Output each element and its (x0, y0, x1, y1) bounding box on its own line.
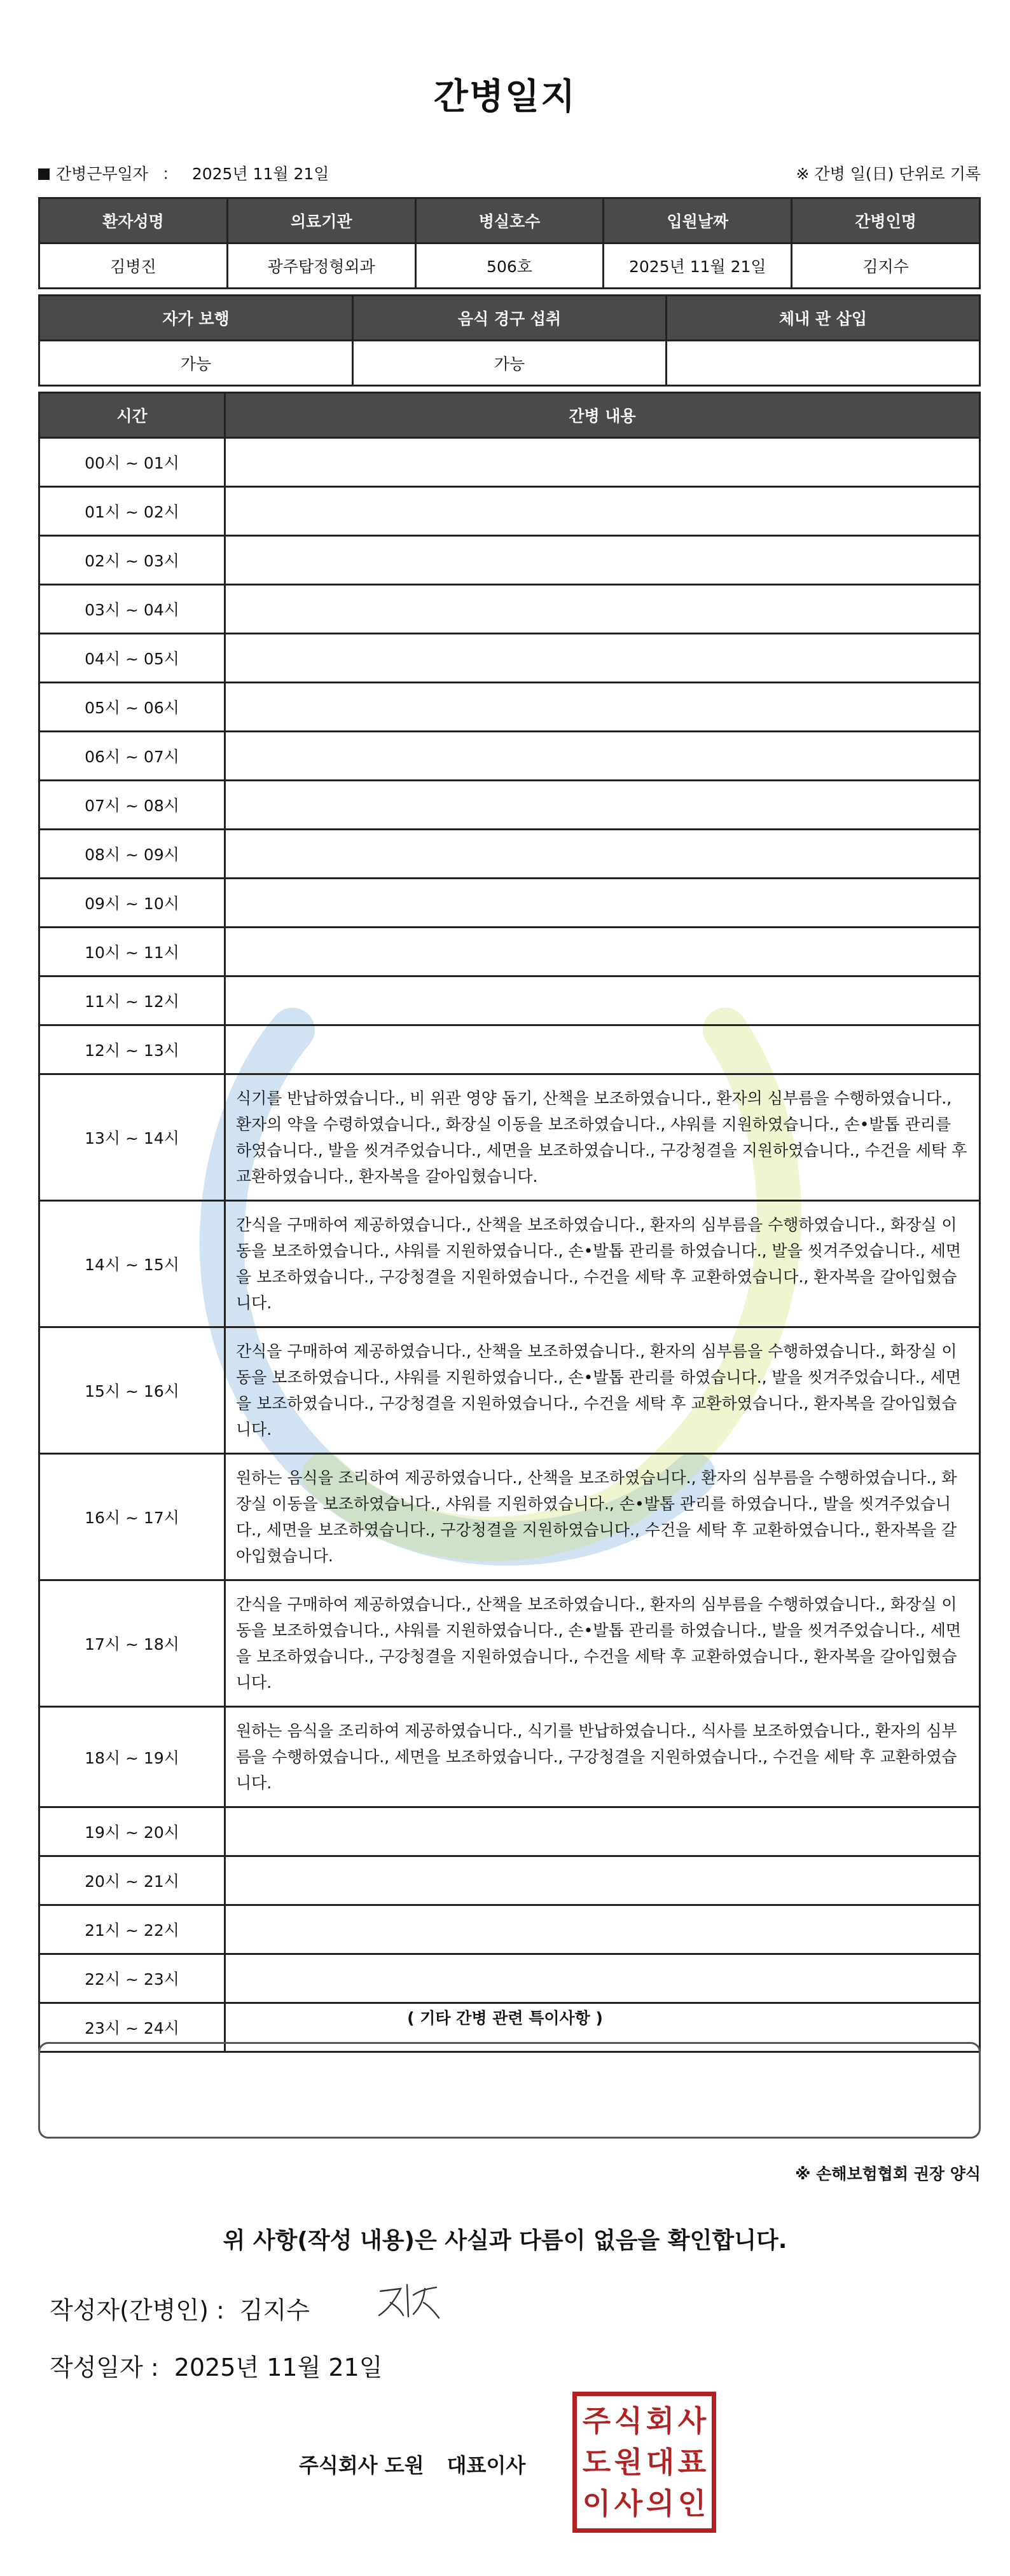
care-log-row (39, 683, 980, 732)
care-log-row (39, 438, 980, 487)
seal-character: 원 (614, 2444, 643, 2479)
care-log-time: 05시 ~ 06시 (39, 683, 225, 732)
care-log-time: 18시 ~ 19시 (39, 1707, 225, 1807)
care-log-row (39, 634, 980, 683)
writer-line (50, 2291, 310, 2326)
care-log-time: 07시 ~ 08시 (39, 781, 225, 830)
care-log-time: 02시 ~ 03시 (39, 536, 225, 585)
care-log-time: 00시 ~ 01시 (39, 438, 225, 487)
care-log-note (225, 1954, 980, 2003)
seal-character: 사 (614, 2486, 643, 2521)
care-log-row (39, 1580, 980, 1707)
hospital-name: 광주탑정형외과 (227, 243, 415, 289)
care-log-row (39, 928, 980, 976)
care-log-note (225, 1807, 980, 1856)
care-log-note (225, 830, 980, 879)
form-note: ※ 손해보험협회 권장 양식 (795, 2165, 981, 2183)
written-date-value: 2025년 11월 21일 (174, 2353, 383, 2381)
care-log-rows (39, 438, 980, 2052)
care-log-row (39, 585, 980, 634)
seal-character: 도 (582, 2444, 611, 2479)
care-log-note (225, 781, 980, 830)
care-log-note (225, 536, 980, 585)
care-log-row (39, 1856, 980, 1905)
care-log-note: 원하는 음식을 조리하여 제공하였습니다., 산책을 보조하였습니다., 환자의 심부름을 수행하였습니다., 화장실 이동을 보조하였습니다., 샤워를 지원하였습니다., 손•발톱 관리를 하였습니다., 발을 씻겨주었습니다., 세면을 보조하였습니다., 구강청결을 지원하였습니다., 수건을 세탁 후 교환하였습니다., 환자복을 갈아입혔습니다. (225, 1454, 980, 1580)
caregiver-name: 김지수 (792, 243, 980, 289)
care-log-time: 14시 ~ 15시 (39, 1201, 225, 1327)
company-seal-stamp (572, 2392, 716, 2533)
square-bullet-icon (38, 168, 50, 180)
care-log-note: 간식을 구매하여 제공하였습니다., 산책을 보조하였습니다., 환자의 심부름을 수행하였습니다., 화장실 이동을 보조하였습니다., 샤워를 지원하였습니다., 손•발톱 관리를 하였습니다., 발을 씻겨주었습니다., 세면을 보조하였습니다., 구강청결을 지원하였습니다., 수건을 세탁 후 교환하였습니다., 환자복을 갈아입혔습니다. (225, 1327, 980, 1454)
special-notes-title: ( 기타 간병 관련 특이사항 ) (407, 2009, 603, 2027)
care-log-time: 08시 ~ 09시 (39, 830, 225, 879)
record-unit-note: ※ 간병 일(日) 단위로 기록 (796, 165, 981, 183)
care-log-time: 09시 ~ 10시 (39, 879, 225, 928)
care-log-time: 21시 ~ 22시 (39, 1905, 225, 1954)
care-log-note (225, 879, 980, 928)
care-log-note (225, 1025, 980, 1074)
care-log-time: 12시 ~ 13시 (39, 1025, 225, 1074)
care-log-row (39, 1954, 980, 2003)
header-time: 시간 (39, 393, 225, 438)
care-log-row (39, 1201, 980, 1327)
care-log-row (39, 781, 980, 830)
care-log-time: 17시 ~ 18시 (39, 1580, 225, 1707)
care-log-time: 11시 ~ 12시 (39, 976, 225, 1025)
care-log-time: 13시 ~ 14시 (39, 1074, 225, 1201)
admission-date: 2025년 11월 21일 (604, 243, 792, 289)
work-date-value: 2025년 11월 21일 (191, 165, 329, 183)
care-log-note (225, 585, 980, 634)
care-log-row (39, 1327, 980, 1454)
written-date-label: 작성일자 : (50, 2353, 159, 2381)
written-date-line (50, 2348, 382, 2383)
seal-character: 인 (677, 2486, 707, 2521)
room-number: 506호 (415, 243, 604, 289)
care-log-row (39, 1025, 980, 1074)
header-tube: 체내 관 삽입 (667, 296, 980, 341)
signature (375, 2277, 445, 2328)
work-date (38, 161, 329, 184)
seal-character: 식 (614, 2403, 643, 2438)
company-line (299, 2449, 525, 2479)
care-log-row (39, 879, 980, 928)
care-log-row (39, 976, 980, 1025)
header-oral-intake: 음식 경구 섭취 (353, 296, 667, 341)
company-name: 주식회사 도원 (299, 2453, 424, 2477)
care-log-row (39, 536, 980, 585)
meta-row (38, 161, 981, 184)
care-log-note: 간식을 구매하여 제공하였습니다., 산책을 보조하였습니다., 환자의 심부름을 수행하였습니다., 화장실 이동을 보조하였습니다., 샤워를 지원하였습니다., 손•발톱 관리를 하였습니다., 발을 씻겨주었습니다., 세면을 보조하였습니다., 구강청결을 지원하였습니다., 수건을 세탁 후 교환하였습니다., 환자복을 갈아입혔습니다. (225, 1580, 980, 1707)
care-log-time: 10시 ~ 11시 (39, 928, 225, 976)
work-date-label: 간병근무일자 (56, 165, 148, 183)
patient-name: 김병진 (39, 243, 228, 289)
header-room: 병실호수 (415, 198, 604, 243)
care-log-note (225, 683, 980, 732)
care-log-time: 19시 ~ 20시 (39, 1807, 225, 1856)
care-log-note (225, 928, 980, 976)
care-log-note (225, 1856, 980, 1905)
work-date-separator: ： (162, 165, 178, 183)
care-log-time: 01시 ~ 02시 (39, 487, 225, 536)
care-log-row (39, 487, 980, 536)
seal-character: 회 (646, 2403, 675, 2438)
tube-status (667, 341, 980, 386)
care-log-note (225, 1905, 980, 1954)
seal-character: 이 (582, 2486, 611, 2521)
care-log-row (39, 1807, 980, 1856)
care-log-row (39, 1905, 980, 1954)
confirmation-statement: 위 사항(작성 내용)은 사실과 다름이 없음을 확인합니다. (223, 2228, 787, 2254)
care-log-note: 원하는 음식을 조리하여 제공하였습니다., 식기를 반납하였습니다., 식사를 보조하였습니다., 환자의 심부름을 수행하였습니다., 세면을 보조하였습니다., 구강청결을 지원하였습니다., 수건을 세탁 후 교환하였습니다. (225, 1707, 980, 1807)
care-log-note (225, 487, 980, 536)
care-log-note (225, 438, 980, 487)
care-log-row (39, 830, 980, 879)
care-log-time: 04시 ~ 05시 (39, 634, 225, 683)
seal-character: 의 (646, 2486, 675, 2521)
care-log-time: 16시 ~ 17시 (39, 1454, 225, 1580)
header-care-content: 간병 내용 (225, 393, 980, 438)
header-caregiver: 간병인명 (792, 198, 980, 243)
care-log-time: 23시 ~ 24시 (39, 2003, 225, 2052)
header-patient-name: 환자성명 (39, 198, 228, 243)
care-log-time: 06시 ~ 07시 (39, 732, 225, 781)
writer-label: 작성자(간병인) : (50, 2296, 225, 2324)
header-admission-date: 입원날짜 (604, 198, 792, 243)
care-log-note (225, 732, 980, 781)
care-log-table (38, 392, 981, 2053)
header-hospital: 의료기관 (227, 198, 415, 243)
care-log-row (39, 1074, 980, 1201)
seal-character: 사 (677, 2403, 707, 2438)
document-title: 간병일지 (433, 76, 577, 118)
patient-info-table (38, 197, 981, 289)
seal-character: 대 (646, 2444, 675, 2479)
oral-intake-status: 가능 (353, 341, 667, 386)
patient-status-table (38, 294, 981, 387)
writer-name: 김지수 (239, 2296, 310, 2324)
header-walking: 자가 보행 (39, 296, 353, 341)
care-log-row (39, 1707, 980, 1807)
care-log-row (39, 1454, 980, 1580)
care-log-row (39, 732, 980, 781)
walking-status: 가능 (39, 341, 353, 386)
seal-character: 주 (582, 2403, 611, 2438)
representative-title: 대표이사 (446, 2453, 526, 2477)
special-notes-box (38, 2042, 981, 2139)
care-log-time: 20시 ~ 21시 (39, 1856, 225, 1905)
care-log-note (225, 634, 980, 683)
care-log-note (225, 976, 980, 1025)
care-log-note: 식기를 반납하였습니다., 비 위관 영양 돕기, 산책을 보조하였습니다., 환자의 심부름을 수행하였습니다., 환자의 약을 수령하였습니다., 화장실 이동을 보조하였습니다., 샤워를 지원하였습니다., 손•발톱 관리를 하였습니다., 발을 씻겨주었습니다., 세면을 보조하였습니다., 구강청결을 지원하였습니다., 수건을 세탁 후 교환하였습니다., 환자복을 갈아입혔습니다. (225, 1074, 980, 1201)
care-log-note: 간식을 구매하여 제공하였습니다., 산책을 보조하였습니다., 환자의 심부름을 수행하였습니다., 화장실 이동을 보조하였습니다., 샤워를 지원하였습니다., 손•발톱 관리를 하였습니다., 발을 씻겨주었습니다., 세면을 보조하였습니다., 구강청결을 지원하였습니다., 수건을 세탁 후 교환하였습니다., 환자복을 갈아입혔습니다. (225, 1201, 980, 1327)
care-log-time: 03시 ~ 04시 (39, 585, 225, 634)
care-log-time: 15시 ~ 16시 (39, 1327, 225, 1454)
care-log-time: 22시 ~ 23시 (39, 1954, 225, 2003)
seal-character: 표 (677, 2444, 707, 2479)
